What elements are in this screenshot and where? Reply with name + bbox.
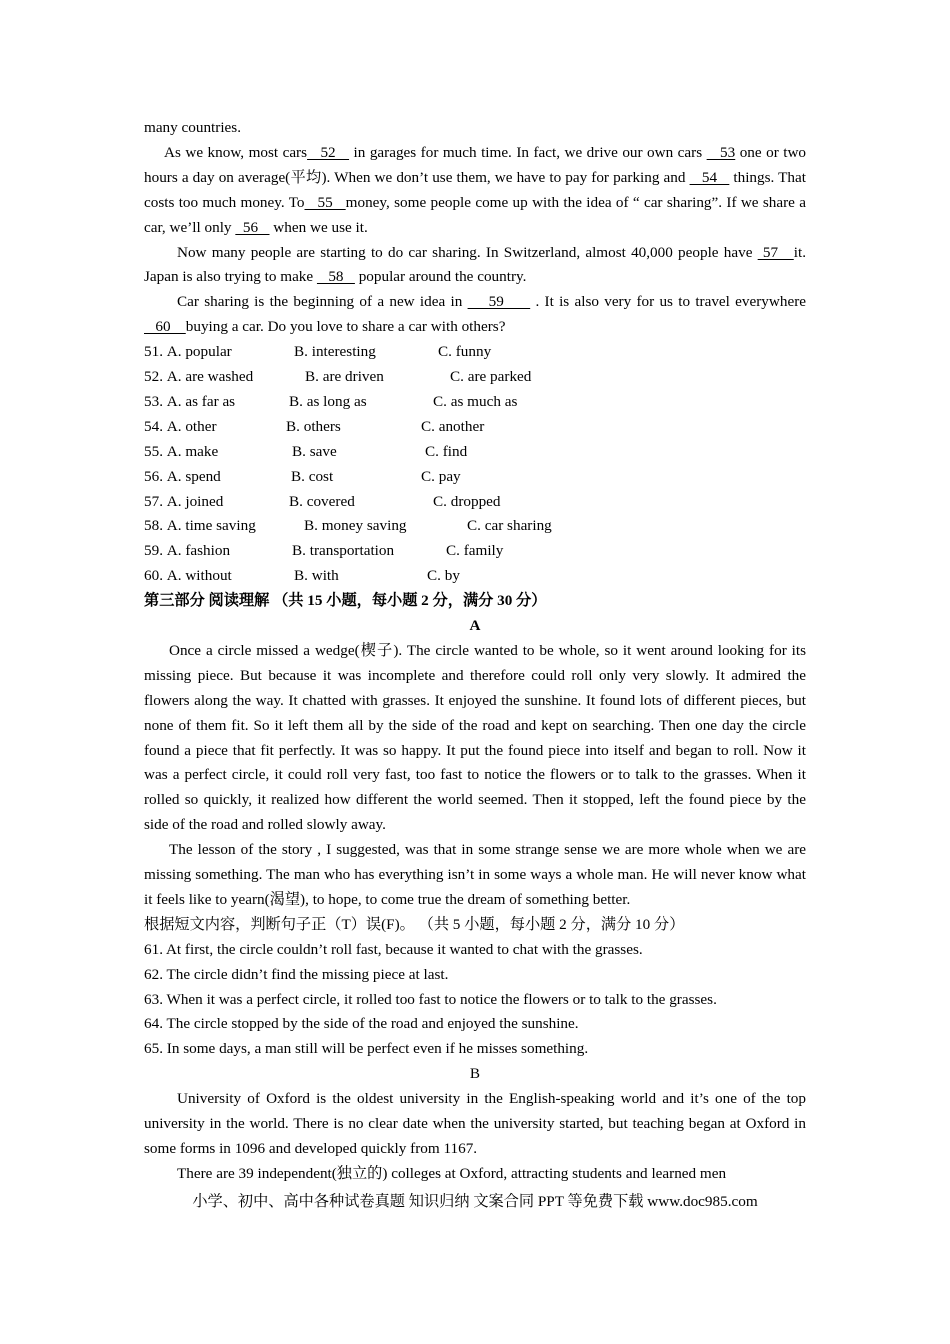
- passage-a-paragraph-2: The lesson of the story , I suggested, was that in some strange sense we are more whole when we are missing something. The man who has everything isn’t in some ways a whole man. He will never know what it feels like to yearn(渴望), to hope, to come true the dream of something better.: [144, 841, 806, 908]
- cloze-paragraph-2: [144, 241, 806, 291]
- option-b: B. cost: [291, 467, 334, 485]
- option-c: C. funny: [438, 343, 492, 361]
- option-a: A. spend: [166, 467, 221, 485]
- option-c: C. car sharing: [467, 517, 552, 535]
- option-row-58: [144, 514, 806, 539]
- option-row-54: [144, 415, 806, 440]
- option-c: C. pay: [421, 467, 461, 485]
- option-b: B. as long as: [289, 392, 367, 410]
- blank-59: 59: [467, 293, 531, 311]
- text: Now many people are starting to do car sharing. In Switzerland, almost 40,000 people have: [177, 243, 758, 261]
- question-number: 58.: [144, 517, 163, 535]
- question-number: 59.: [144, 542, 163, 560]
- option-a: A. time saving: [166, 517, 256, 535]
- question-62: 62. The circle didn’t find the missing piece at last.: [144, 965, 449, 983]
- option-row-60: [144, 564, 806, 589]
- option-a: A. without: [166, 567, 232, 585]
- option-a: A. as far as: [166, 392, 236, 410]
- option-row-53: [144, 390, 806, 415]
- blank-53: 53: [706, 143, 736, 161]
- option-c: C. family: [446, 542, 504, 560]
- text: Car sharing is the beginning of a new idea in: [177, 293, 468, 311]
- section-heading: 第三部分 阅读理解 （共 15 小题，每小题 2 分，满分 30 分）: [144, 592, 547, 610]
- option-row-59: [144, 539, 806, 564]
- option-a: A. make: [166, 442, 219, 460]
- option-row-57: [144, 490, 806, 515]
- question-number: 57.: [144, 492, 163, 510]
- option-row-52: [144, 365, 806, 390]
- text: it. Japan is also trying to make: [144, 243, 806, 286]
- cloze-paragraph-1: [144, 141, 806, 241]
- blank-60: 60: [144, 318, 186, 336]
- text: . It is also very for us to travel everywhere: [530, 293, 806, 311]
- question-number: 51.: [144, 343, 163, 361]
- option-c: C. find: [425, 442, 468, 460]
- blank-57: 57: [757, 243, 794, 261]
- option-b: B. are driven: [305, 368, 384, 386]
- text: when we use it.: [269, 218, 368, 236]
- blank-58: 58: [316, 268, 355, 286]
- option-b: B. others: [286, 417, 341, 435]
- option-b: B. save: [292, 442, 337, 460]
- question-61: 61. At first, the circle couldn’t roll fast, because it wanted to chat with the grasses.: [144, 940, 643, 958]
- lead-line: many countries.: [144, 119, 242, 136]
- question-number: 60.: [144, 567, 163, 585]
- option-b: B. interesting: [294, 343, 376, 361]
- blank-52: 52: [307, 143, 350, 161]
- page-footer: 小学、初中、高中各种试卷真题 知识归纳 文案合同 PPT 等免费下载 www.doc985.com: [192, 1193, 758, 1210]
- question-64: 64. The circle stopped by the side of the road and enjoyed the sunshine.: [144, 1015, 579, 1033]
- passage-a-paragraph-1: Once a circle missed a wedge(楔子). The circle wanted to be whole, so it went around looking for its missing piece. But because it was incomplete and therefore could roll only very slowly. It admired the flowers along the way. It chatted with grasses. It enjoyed the sunshine. It found lots of different pieces, but none of them fit. So it left them all by the side of the road and kept on searching. Then one day the circle found a piece that fit perfectly. It was so happy. It put the found piece into itself and began to roll. Now it was a perfect circle, it could roll very fast, too fast to notice the flowers or to talk to the grasses. When it rolled so quickly, it realized how different the world seemed. Then it stopped, left the found piece by the side of the road and rolled slowly away.: [144, 641, 806, 834]
- passage-b-label: B: [469, 1065, 481, 1083]
- option-row-56: [144, 465, 806, 490]
- passage-b-paragraph-2: There are 39 independent(独立的) colleges at Oxford, attracting students and learned men: [177, 1164, 727, 1182]
- blank-54: 54: [689, 168, 730, 186]
- text: in garages for much time. In fact, we drive our own cars: [349, 143, 707, 161]
- text: one or two hours a day on average(平均). When we don’t use them, we have to pay for parking and: [144, 143, 807, 186]
- option-a: A. are washed: [166, 368, 254, 386]
- option-row-51: [144, 340, 806, 365]
- passage-b-paragraph-1: University of Oxford is the oldest university in the English-speaking world and it’s one of the top university in the world. There is no clear date when the university started, but teaching began at Oxford in some forms in 1096 and developed quickly from 1167.: [144, 1090, 806, 1157]
- blank-55: 55: [304, 193, 346, 211]
- option-a: A. other: [166, 417, 217, 435]
- option-c: C. by: [427, 567, 460, 585]
- question-63: 63. When it was a perfect circle, it rolled too fast to notice the flowers or to talk to the grasses.: [144, 990, 717, 1008]
- option-c: C. are parked: [450, 368, 532, 386]
- question-number: 54.: [144, 417, 163, 435]
- option-b: B. covered: [289, 492, 355, 510]
- text: things. That costs too much money. To: [144, 168, 806, 211]
- document-page: [144, 116, 806, 1187]
- passage-a-label: A: [469, 616, 481, 634]
- text: money, some people come up with the idea of “ car sharing”. If we share a car, we’ll only: [144, 193, 806, 236]
- question-65: 65. In some days, a man still will be perfect even if he misses something.: [144, 1040, 589, 1058]
- option-c: C. as much as: [433, 392, 518, 410]
- true-false-instructions: 根据短文内容，判断句子正（T）误(F)。 （共 5 小题，每小题 2 分，满分 10 分）: [144, 915, 685, 933]
- option-a: A. fashion: [166, 542, 231, 560]
- option-b: B. transportation: [292, 542, 395, 560]
- question-number: 53.: [144, 392, 163, 410]
- option-a: A. joined: [166, 492, 224, 510]
- question-number: 55.: [144, 442, 163, 460]
- option-b: B. money saving: [304, 517, 407, 535]
- option-a: A. popular: [166, 343, 232, 361]
- options-list: [144, 340, 806, 589]
- text: As we know, most cars: [164, 143, 308, 161]
- text: popular around the country.: [354, 268, 527, 286]
- option-c: C. another: [421, 417, 485, 435]
- blank-56: 56: [235, 218, 270, 236]
- option-b: B. with: [294, 567, 339, 585]
- question-number: 56.: [144, 467, 163, 485]
- text: buying a car. Do you love to share a car with others?: [185, 318, 506, 336]
- cloze-paragraph-3: [144, 290, 806, 340]
- true-false-questions: [144, 938, 806, 1063]
- option-row-55: [144, 440, 806, 465]
- option-c: C. dropped: [433, 492, 501, 510]
- question-number: 52.: [144, 368, 163, 386]
